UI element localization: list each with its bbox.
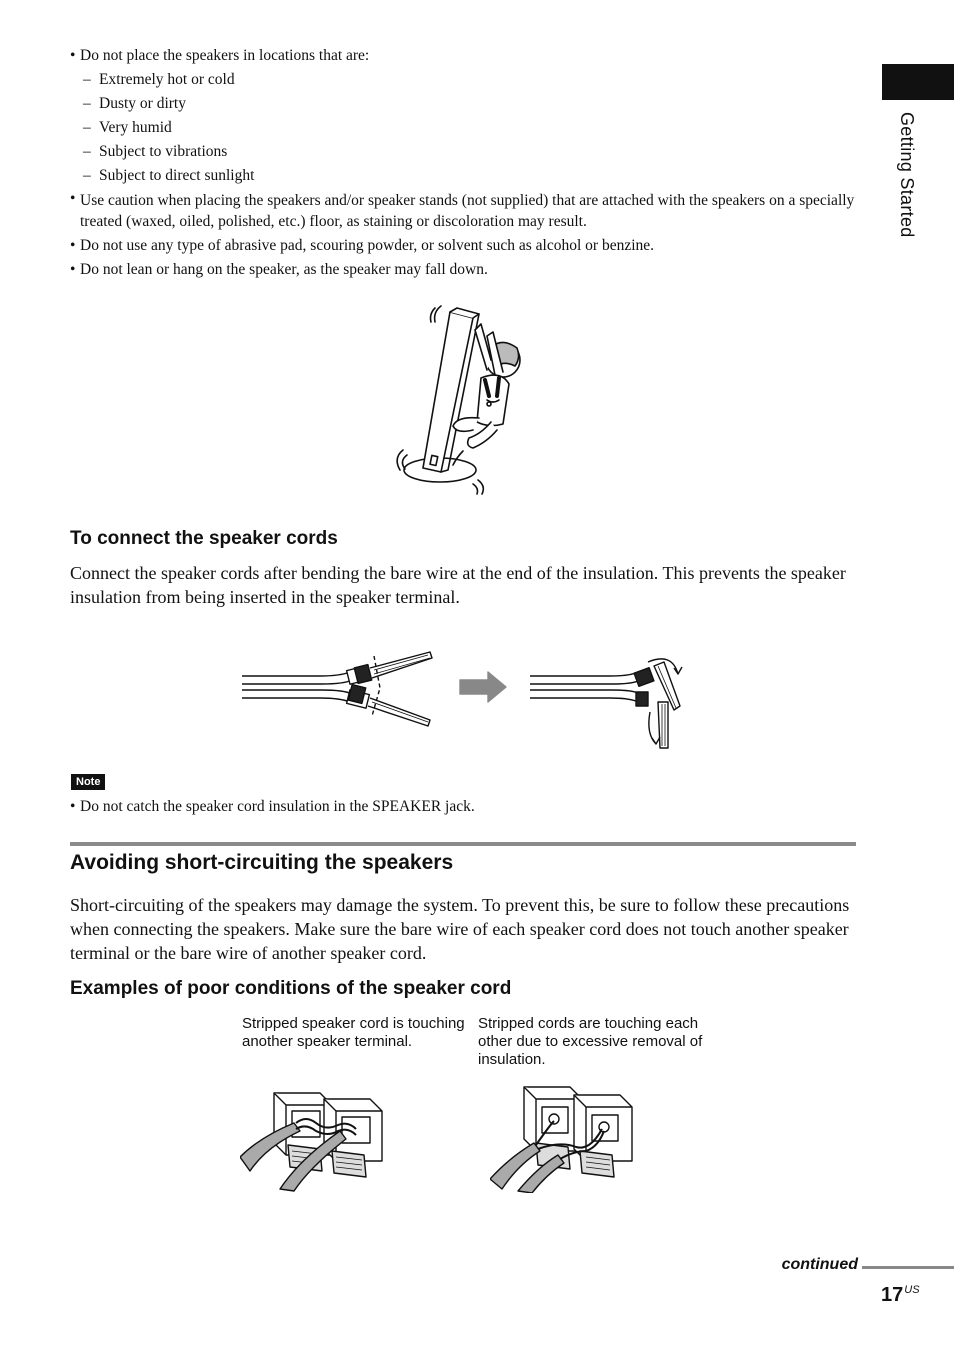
continued-label: continued <box>781 1256 858 1273</box>
page-number-suffix: US <box>904 1284 920 1296</box>
connect-cords-body: Connect the speaker cords after bending the bare wire at the end of the insulation. This prevents the speaker insulation from being inserted in the speaker terminal. <box>70 563 846 607</box>
location-item: – Extremely hot or cold <box>70 68 860 92</box>
placement-precautions <box>70 44 860 282</box>
page-number <box>881 1284 920 1307</box>
note-text: • Do not catch the speaker cord insulation in the SPEAKER jack. <box>70 795 870 819</box>
section-divider <box>70 842 856 846</box>
location-item: – Very humid <box>70 116 860 140</box>
location-item: – Subject to direct sunlight <box>70 164 860 188</box>
bullet-floor-caution: • Use caution when placing the speakers and/or speaker stands (not supplied) that are attached with the speakers on a specially treated (waxed, oiled, polished, etc.) floor, as staining or discoloration may result. <box>70 188 860 234</box>
terminal-illustration-right <box>490 1085 650 1193</box>
short-circuit-body: Short-circuiting of the speakers may damage the system. To prevent this, be sure to follow these precautions when connecting the speakers. Make sure the bare wire of each speaker cord does not touch another speaker terminal or the bare wire of another speaker cord. <box>70 895 850 963</box>
examples-heading: Examples of poor conditions of the speaker cord <box>70 978 512 999</box>
bullet-placement-intro: • Do not place the speakers in locations that are: <box>70 44 860 68</box>
connect-cords-heading: To connect the speaker cords <box>70 528 338 549</box>
terminal-illustration-left <box>240 1085 400 1193</box>
page-number-value: 17 <box>881 1284 904 1306</box>
bullet-abrasive: • Do not use any type of abrasive pad, scouring powder, or solvent such as alcohol or benzine. <box>70 234 860 258</box>
caption-touching-each-other: Stripped cords are touching each other due to excessive removal of insulation. <box>478 1015 703 1068</box>
section-tab-marker <box>882 64 954 100</box>
short-circuit-heading: Avoiding short-circuiting the speakers <box>70 851 454 874</box>
continued-rule <box>862 1266 954 1269</box>
location-item: – Dusty or dirty <box>70 92 860 116</box>
section-tab-label: Getting Started <box>897 112 917 238</box>
bullet-lean: • Do not lean or hang on the speaker, as the speaker may fall down. <box>70 258 860 282</box>
speaker-hanging-illustration <box>395 300 535 505</box>
wire-bending-illustration <box>240 640 690 752</box>
note-badge: Note <box>71 774 105 790</box>
caption-touching-terminal: Stripped speaker cord is touching another speaker terminal. <box>242 1015 465 1050</box>
location-item: – Subject to vibrations <box>70 140 860 164</box>
